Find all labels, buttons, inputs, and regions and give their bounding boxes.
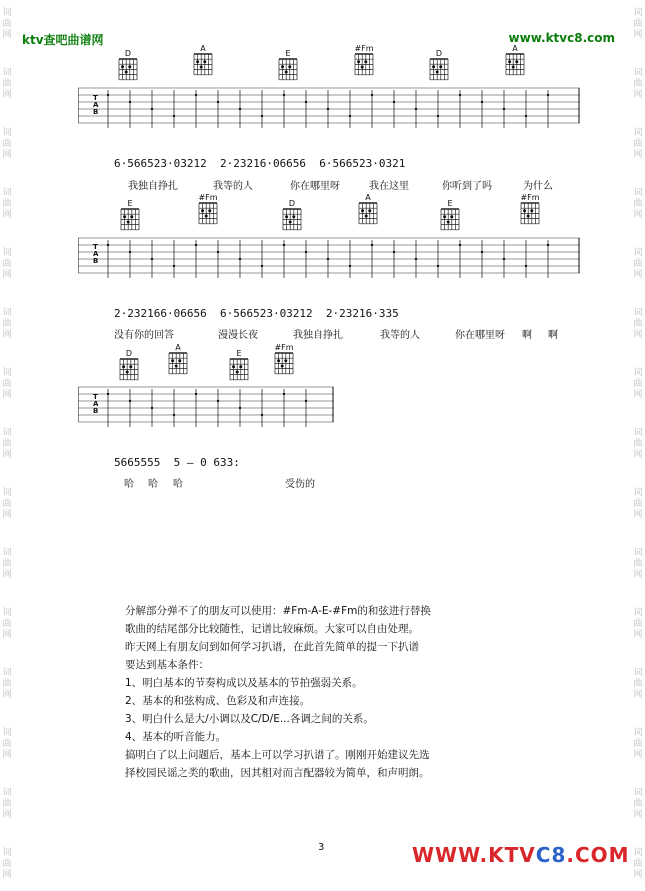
chord-diagram: [427, 49, 451, 82]
watermark-glyph: 词: [633, 248, 643, 258]
watermark-glyph: 词: [2, 8, 12, 18]
watermark-glyph: 曲: [633, 79, 643, 89]
chord-name: #Fm: [198, 193, 218, 202]
lyric: 漫漫长夜: [218, 330, 258, 341]
watermark-glyph: 词: [2, 128, 12, 138]
watermark-glyph: 曲: [633, 499, 643, 509]
tab-label: [93, 394, 98, 415]
footer-logo: [412, 843, 630, 867]
lyric: 我独自挣扎: [293, 330, 343, 341]
watermark-glyph: 网: [2, 450, 12, 460]
lyric: 啊: [522, 330, 532, 341]
watermark-glyph: 词: [2, 548, 12, 558]
watermark-glyph: 网: [2, 150, 12, 160]
notes-line: 择校园民谣之类的歌曲，因其相对而言配器较为简单，和声明朗。: [125, 767, 430, 779]
notes-line: 昨天网上有朋友问到如何学习扒谱，在此首先简单的提一下扒谱: [125, 641, 419, 653]
watermark-glyph: 曲: [633, 679, 643, 689]
tab-staff-3: [78, 383, 334, 429]
watermark-glyph: 网: [2, 630, 12, 640]
watermark-glyph: 网: [633, 450, 643, 460]
notes-line: 3、明白什么是大/小调以及C/D/E...各调之间的关系。: [125, 713, 374, 725]
lyric: 哈: [173, 479, 183, 490]
lyric: 我等的人: [213, 181, 253, 192]
watermark-glyph: 网: [2, 90, 12, 100]
chord-name: A: [175, 343, 181, 352]
chord-diagram: [116, 49, 140, 82]
tab-letter-a: A: [93, 250, 99, 258]
watermark-glyph: 网: [2, 870, 12, 880]
notes-text-block: [125, 602, 431, 782]
notes-line: 分解部分弹不了的朋友可以使用：#Fm-A-E-#Fm的和弦进行替换: [125, 605, 431, 617]
watermark-glyph: 网: [633, 270, 643, 280]
lyric: 哈: [124, 479, 134, 490]
tab-staff-2: [78, 234, 580, 280]
watermark-glyph: 曲: [633, 139, 643, 149]
watermark-glyph: 曲: [2, 319, 12, 329]
watermark-glyph: 词: [2, 608, 12, 618]
jianpu-line-1: 6·566523·03212 2·23216·06656 6·566523·0321: [114, 157, 406, 170]
footer-logo-part1: WWW.KTV: [412, 843, 536, 867]
notes-line: 要达到基本条件：: [125, 659, 209, 671]
chord-diagram: [196, 193, 220, 226]
watermark-glyph: 网: [2, 210, 12, 220]
lyric: 你听到了吗: [442, 181, 492, 192]
notes-line: 搞明白了以上问题后，基本上可以学习扒谱了。刚刚开始建议先选: [125, 749, 430, 761]
chord-diagram: [356, 193, 380, 226]
watermark-glyph: 网: [633, 750, 643, 760]
tab-letter-b: B: [93, 257, 99, 265]
chord-name: A: [512, 44, 518, 53]
watermark-glyph: 网: [633, 570, 643, 580]
tab-label: [93, 95, 98, 116]
watermark-glyph: 曲: [2, 19, 12, 29]
watermark-glyph: 词: [633, 788, 643, 798]
watermark-glyph: 网: [2, 510, 12, 520]
watermark-glyph: 曲: [2, 199, 12, 209]
watermark-glyph: 词: [633, 608, 643, 618]
chord-diagram: [276, 49, 300, 82]
watermark-glyph: 词: [2, 68, 12, 78]
watermark-glyph: 词: [2, 188, 12, 198]
jianpu-line-2: 2·232166·06656 6·566523·03212 2·23216·335: [114, 307, 399, 320]
watermark-glyph: 词: [633, 68, 643, 78]
jianpu-line-3: 5665555 5 – 0 633:: [114, 456, 240, 469]
watermark-glyph: 网: [2, 750, 12, 760]
watermark-glyph: 词: [633, 668, 643, 678]
chord-diagram: [118, 199, 142, 232]
tab-letter-t: T: [93, 243, 98, 251]
chord-name: D: [435, 49, 443, 58]
chord-diagram: [272, 343, 296, 376]
lyric: 我等的人: [380, 330, 420, 341]
watermark-glyph: 曲: [2, 499, 12, 509]
chord-name: D: [288, 199, 296, 208]
chord-name: #Fm: [274, 343, 294, 352]
watermark-glyph: 词: [633, 128, 643, 138]
chord-name: D: [124, 49, 132, 58]
lyric: 啊: [548, 330, 558, 341]
watermark-glyph: 曲: [633, 379, 643, 389]
watermark-glyph: 网: [633, 630, 643, 640]
chord-name: E: [127, 199, 133, 208]
watermark-glyph: 曲: [633, 259, 643, 269]
watermark-glyph: 曲: [633, 319, 643, 329]
tab-letter-t: T: [93, 393, 98, 401]
watermark-glyph: 词: [633, 188, 643, 198]
watermark-glyph: 曲: [633, 439, 643, 449]
chord-diagram: [503, 44, 527, 77]
watermark-glyph: 曲: [633, 799, 643, 809]
lyric: 你在哪里呀: [455, 330, 505, 341]
tab-letter-b: B: [93, 407, 99, 415]
watermark-glyph: 曲: [633, 739, 643, 749]
watermark-glyph: 网: [2, 810, 12, 820]
watermark-glyph: 曲: [2, 859, 12, 869]
watermark-glyph: 曲: [2, 799, 12, 809]
watermark-glyph: 网: [2, 690, 12, 700]
notes-line: 2、基本的和弦构成、色彩及和声连接。: [125, 695, 311, 707]
watermark-glyph: 曲: [633, 559, 643, 569]
chord-diagram: [227, 349, 251, 382]
chord-name: #Fm: [354, 44, 374, 53]
watermark-glyph: 曲: [2, 379, 12, 389]
watermark-glyph: 词: [633, 428, 643, 438]
chord-name: A: [365, 193, 371, 202]
watermark-glyph: 词: [633, 728, 643, 738]
watermark-glyph: 词: [633, 8, 643, 18]
watermark-glyph: 网: [633, 30, 643, 40]
tab-letter-a: A: [93, 101, 99, 109]
footer-logo-part3: .COM: [566, 843, 630, 867]
watermark-glyph: 网: [633, 690, 643, 700]
watermark-glyph: 曲: [633, 199, 643, 209]
tab-letter-a: A: [93, 400, 99, 408]
page-number: 3: [318, 842, 325, 853]
tab-letter-t: T: [93, 94, 98, 102]
lyric: 我独自挣扎: [128, 181, 178, 192]
watermark-glyph: 网: [633, 810, 643, 820]
watermark-glyph: 曲: [633, 19, 643, 29]
chord-name: A: [200, 44, 206, 53]
watermark-glyph: 网: [2, 330, 12, 340]
chord-diagram: [117, 349, 141, 382]
tab-staff-1: [78, 84, 580, 130]
watermark-glyph: 词: [2, 668, 12, 678]
watermark-glyph: 词: [2, 308, 12, 318]
watermark-glyph: 曲: [2, 739, 12, 749]
watermark-glyph: 曲: [2, 139, 12, 149]
watermark-glyph: 词: [633, 488, 643, 498]
watermark-glyph: 词: [633, 368, 643, 378]
watermark-glyph: 曲: [633, 619, 643, 629]
watermark-glyph: 网: [633, 870, 643, 880]
header-site-url: www.ktvc8.com: [508, 31, 615, 45]
watermark-glyph: 曲: [2, 559, 12, 569]
header-site-name: ktv查吧曲谱网: [22, 33, 104, 47]
right-watermark-column: [631, 0, 645, 891]
watermark-glyph: 网: [633, 210, 643, 220]
chord-diagram: [518, 193, 542, 226]
lyric: 我在这里: [369, 181, 409, 192]
lyric: 哈: [148, 479, 158, 490]
chord-name: E: [285, 49, 291, 58]
chord-diagram: [352, 44, 376, 77]
watermark-glyph: 曲: [633, 859, 643, 869]
watermark-glyph: 曲: [2, 259, 12, 269]
watermark-glyph: 词: [633, 548, 643, 558]
chord-name: E: [447, 199, 453, 208]
watermark-glyph: 曲: [2, 79, 12, 89]
footer-logo-part2: C8: [535, 843, 567, 867]
watermark-glyph: 曲: [2, 619, 12, 629]
chord-name: D: [125, 349, 133, 358]
tab-label: [93, 244, 98, 265]
watermark-glyph: 网: [633, 510, 643, 520]
lyric: 你在哪里呀: [290, 181, 340, 192]
lyric: 受伤的: [285, 479, 315, 490]
watermark-glyph: 曲: [2, 439, 12, 449]
watermark-glyph: 网: [633, 90, 643, 100]
notes-line: 歌曲的结尾部分比较随性，记谱比较麻烦。大家可以自由处理。: [125, 623, 419, 635]
chord-diagram: [280, 199, 304, 232]
tab-letter-b: B: [93, 108, 99, 116]
watermark-glyph: 词: [633, 308, 643, 318]
lyric: 没有你的回答: [114, 330, 174, 341]
watermark-glyph: 词: [2, 728, 12, 738]
watermark-glyph: 曲: [2, 679, 12, 689]
watermark-glyph: 词: [2, 368, 12, 378]
chord-name: E: [236, 349, 242, 358]
chord-name: #Fm: [520, 193, 540, 202]
watermark-glyph: 网: [2, 570, 12, 580]
left-watermark-column: [0, 0, 14, 891]
watermark-glyph: 词: [2, 428, 12, 438]
watermark-glyph: 网: [2, 30, 12, 40]
watermark-glyph: 网: [2, 270, 12, 280]
watermark-glyph: 词: [2, 848, 12, 858]
watermark-glyph: 网: [2, 390, 12, 400]
chord-diagram: [166, 343, 190, 376]
watermark-glyph: 词: [2, 248, 12, 258]
watermark-glyph: 词: [2, 788, 12, 798]
watermark-glyph: 网: [633, 150, 643, 160]
lyric: 为什么: [523, 181, 553, 192]
watermark-glyph: 词: [633, 848, 643, 858]
chord-diagram: [438, 199, 462, 232]
notes-line: 4、基本的听音能力。: [125, 731, 227, 743]
watermark-glyph: 词: [2, 488, 12, 498]
watermark-glyph: 网: [633, 330, 643, 340]
notes-line: 1、明白基本的节奏构成以及基本的节拍强弱关系。: [125, 677, 363, 689]
chord-diagram: [191, 44, 215, 77]
watermark-glyph: 网: [633, 390, 643, 400]
